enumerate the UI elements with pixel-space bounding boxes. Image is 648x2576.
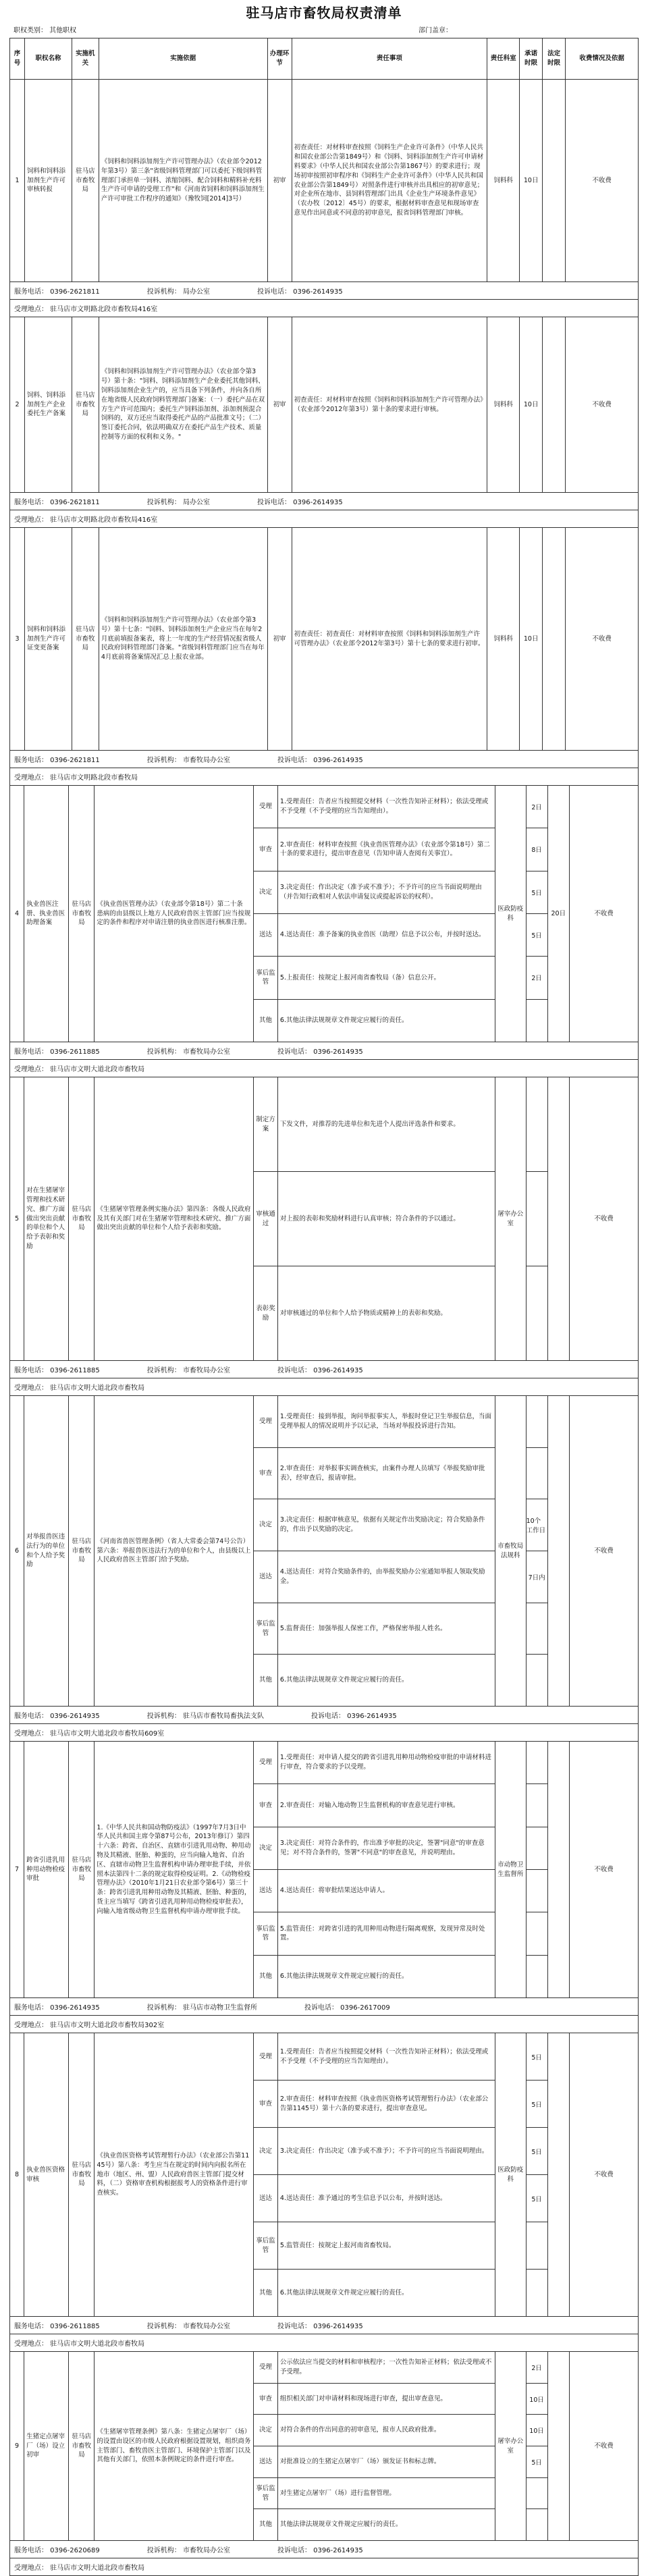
header-duty: 责任事项 [292,38,488,79]
item-basis: 《执业兽医管理办法》（农业部令第18号）第二十条 患病的由县级以上地方人民政府兽医主管部门应当按规定的条件和程序对申请注册的执业兽医进行核准注册。 [94,786,254,1042]
service-address [10,2334,639,2352]
sub-step-days: 10日 [526,2415,547,2446]
sub-step [254,1266,495,1360]
duty-table [9,38,639,2576]
item-basis: 《饲料和饲料添加剂生产许可管理办法》（农业部令第3号）第十条："饲料、饲料添加剂生产企业委托其他饲料、饲料添加剂企业生产的，应当具备下列条件，并向各自所在地省级人民政府饲料管理部门备案：（一）委托产品在双方生产许可范围内；委托生产饲料添加剂、添加剂预混合饲料的，双方还应当取得委托产品的产品批准文号；（二）签订委托合同，依法明确双方在委托产品生产技术、质量控制等方面的权利和义务。" [99,317,268,492]
service-phone: 服务电话： 0396-2620689 [14,2547,100,2554]
sub-step-mode: 表彰奖励 [254,1266,278,1360]
service-info [10,2317,639,2334]
header-mode: 办理环节 [268,38,292,79]
item-name: 对举报兽医违法行为的单位和个人给予奖励 [24,1396,69,1706]
sub-step-days: 5日 [526,914,547,957]
service-complaint-phone: 投诉电话： 0396-2614935 [277,2547,363,2554]
sub-step [254,1603,495,1655]
sub-step-days: 2日 [526,786,547,828]
sub-days-column [526,786,548,1042]
item-fee: 不收费 [566,528,639,750]
sub-step-duty: 5.监管责任：按规定上报河南省畜牧局。 [279,2241,396,2249]
sub-step-mode: 审核通过 [254,1172,278,1266]
power-type-label: 职权类别： 其他职权 [14,27,77,34]
service-complaint-phone: 投诉电话： 0396-2614935 [256,499,343,506]
sub-step-duty: 对生猪定点屠宰厂（场）进行监督管理。 [279,2489,396,2497]
document-meta [0,26,648,36]
item-name: 饲料和饲料添加剂生产许可证变更备案 [25,528,72,750]
item-fee: 不收费 [570,1077,639,1360]
service-complaint: 投诉机构： 局办公室 [146,499,210,506]
item-days: 10日 [520,80,543,281]
item-seq: 1 [10,80,25,281]
item-dept: 医政防疫科 [495,786,526,1042]
sub-step-duty: 2.审查责任：材料审查按照《执业兽医资格考试管理暂行办法》（农业部公告第1145号）第十六条的要求进行，提出审查意见。 [279,2095,489,2112]
sub-step [254,1448,495,1500]
item-limit [543,317,566,492]
item-name: 饲料、饲料添加剂生产企业委托生产备案 [25,317,72,492]
service-complaint-phone: 投诉电话： 0396-2614935 [277,1048,363,1056]
sub-step-duty: 1.受理责任：告者应当按照提交材料（一次性告知补正材料）；依法受理或不予受理（不予受理的应当告知理由）。 [279,2047,489,2065]
service-info [10,1998,639,2016]
sub-step-mode: 其他 [254,1956,278,1997]
item-seq: 6 [10,1396,24,1706]
sub-step [254,1551,495,1603]
item-limit [548,2033,570,2316]
service-phone: 服务电话： 0396-2611885 [14,1048,100,1056]
item-limit [543,80,566,281]
sub-step [254,1077,495,1172]
service-complaint-phone: 投诉电话： 0396-2614935 [310,1713,397,1720]
item-duty: 初查责任：初查责任：对材料审查按照《饲料和饲料添加剂生产许可管理办法》（农业部令2012年第3号）第十七条的要求进行初审。 [292,528,488,750]
sub-step-days: 7日内 [526,1551,547,1603]
sub-step [254,2081,495,2128]
address-text: 受理地点： 驻马店市文明路北段市畜牧局416室 [14,516,158,524]
sub-step-days [526,1396,547,1448]
item-limit [548,1396,570,1706]
item-seq: 2 [10,317,25,492]
sub-days-column [526,2352,548,2540]
service-address [10,1724,639,1742]
table-row [10,317,639,493]
sub-step [254,2415,495,2446]
service-complaint: 投诉机构： 市畜牧局办公室 [146,1048,230,1056]
sub-step-duty: 6.其他法律法规规章文件规定应履行的责任。 [279,2288,408,2297]
sub-step-mode: 事后监管 [254,1912,278,1954]
sub-days-column [526,1077,548,1360]
sub-step-duty: 3.决定责任：作出决定（准予或不准予）；不予许可的应当书面说明理由（并告知行政相对人依法申请复议或提起诉讼的权利）。 [279,884,482,901]
sub-step-days: 5日 [526,2175,547,2222]
sub-step-duty: 公示依法应当提交的材料和审核程序；一次性告知补正材料；依法受理或不予受理。 [279,2359,492,2376]
sub-step [254,1870,495,1912]
item-dept: 医政防疫科 [495,2033,526,2316]
service-address [10,768,639,786]
sub-step [254,2352,495,2384]
item-fee: 不收费 [566,80,639,281]
header-dept: 责任科室 [487,38,520,79]
item-mode: 初审 [268,528,292,750]
sub-step-days [526,1077,547,1172]
item-days: 10日 [520,317,543,492]
sub-step-days [526,1870,547,1912]
page-title: 驻马店市畜牧局权责清单 [246,5,402,21]
sub-days-column [526,1396,548,1706]
sub-step-days [526,1742,547,1784]
sub-step [254,2509,495,2540]
service-complaint: 投诉机构： 驻马店市动物卫生监督所 [146,2004,257,2012]
item-org: 驻马店市畜牧局 [72,317,99,492]
sub-step-duty: 2.审查责任：对举报事实调查核实，由案件办理人员填写《举报奖励审批表》，经审查后，报请审批。 [279,1464,485,1482]
header-name: 职权名称 [25,38,72,79]
sub-step [254,2384,495,2415]
service-phone: 服务电话： 0396-2614935 [14,2004,100,2012]
table-row [10,2033,639,2317]
item-dept: 饲料科 [487,80,520,281]
sub-step-duty: 2.审查责任：对输入地动物卫生监督机构的审查意见进行审核。 [279,1801,460,1809]
address-text: 受理地点： 驻马店市文明大道北段市畜牧局 [14,2565,145,2572]
sub-step-days [526,1000,547,1042]
sub-step [254,2270,495,2316]
sub-step-duty: 5.监督责任：加强举报人保密工作，严格保密举报人姓名。 [279,1624,447,1632]
table-row [10,1396,639,1707]
header-org: 实施机关 [72,38,99,79]
sub-step-mode: 事后监管 [254,2478,278,2509]
table-header [10,38,639,80]
sub-step-duty: 1.受理责任：告者应当按照提交材料（一次性告知补正材料）；依法受理或不予受理（不予受理的应当告知理由）。 [279,798,489,815]
sub-step-duty: 6.其他法律法规规章文件规定应履行的责任。 [279,1016,408,1024]
item-basis: 《饲料和饲料添加剂生产许可管理办法》（农业部令2012年第3号）第三条"省级饲料管理部门可以委托下级饲料管理部门承担单一饲料、浓缩饲料、配合饲料和精料补充料生产许可申请的受理工作"和《河南省饲料和饲料添加剂生产许可审批工作程序的通知》（豫牧饲[2014]3号） [99,80,268,281]
header-limit: 法定时限 [543,38,566,79]
sub-step-days [526,1448,547,1500]
header-basis: 实施依据 [99,38,268,79]
item-name: 跨省引进乳用种用动物检疫审批 [24,1742,69,1997]
item-limit: 20日 [548,786,570,1042]
address-text: 受理地点： 驻马店市文明大道北段市畜牧局609室 [14,1730,165,1738]
sub-step-days [526,1912,547,1955]
sub-step-duty: 4.送达责任：将审批结果送达申请人。 [279,1887,389,1895]
item-org: 驻马店市畜牧局 [72,80,99,281]
service-address [10,1378,639,1396]
service-phone: 服务电话： 0396-2621811 [14,499,100,506]
sub-step-duty: 6.其他法律法规规章文件规定应履行的责任。 [279,1676,408,1684]
sub-step-days [526,1784,547,1827]
sub-step [254,1172,495,1266]
sub-step-days [526,1827,547,1870]
sub-step-mode: 审查 [254,828,278,870]
sub-step [254,1655,495,1706]
sub-step-mode: 决定 [254,1827,278,1869]
sub-step-days: 5日 [526,871,547,914]
table-row [10,528,639,751]
sub-step [254,1742,495,1784]
service-complaint: 投诉机构： 局办公室 [146,288,210,296]
address-text: 受理地点： 驻马店市文明路北段市畜牧局 [14,774,138,782]
sub-step-mode: 其他 [254,1000,278,1042]
service-address [10,300,639,317]
sub-step-mode: 其他 [254,1655,278,1706]
item-basis: 1.《中华人民共和国动物防疫法》（1997年7月3日中华人民共和国主席令第87号公布，2013年修订）第四十六条：跨省、自治区、直辖市引进乳用动物、种用动物及其精液、胚胎、种蛋的，应当向输入地省、自治区、直辖市动物卫生监督机构申请办理审批手续，并依照本法第四十二条的规定取得检疫证明。2.《动物检疫管理办法》（2010年1月21日农业部令第6号）第三十条：跨省引进乳用种用动物及其精液、胚胎、种蛋的，货主应当填写《跨省引进乳用种用动物检疫审批表》，向输入地省级动物卫生监督机构申请办理审批手续。 [94,1742,254,1997]
sub-step-days: 10日 [526,2384,547,2415]
service-complaint: 投诉机构： 市畜牧局办公室 [146,2547,230,2554]
sub-step-mode: 受理 [254,786,278,828]
sub-step-mode: 送达 [254,2446,278,2477]
sub-step-days: 2日 [526,2352,547,2384]
sub-step-mode: 送达 [254,1551,278,1603]
item-org: 驻马店市畜牧局 [72,528,99,750]
item-dept: 屠宰办公室 [495,1077,526,1360]
sub-step [254,2222,495,2270]
item-seq: 8 [10,2033,24,2316]
sub-step-days: 5日 [526,2446,547,2478]
sub-step-days: 5日 [526,2081,547,2128]
header-fee: 收费情况及依据 [566,38,639,79]
sub-step-duty: 4.送达责任：对符合奖励条件的，由举报奖励办公室通知举报人领取奖励金。 [279,1568,485,1585]
table-row [10,786,639,1042]
sub-step-mode: 送达 [254,1870,278,1912]
sub-step-duty: 对符合条件的作出同意的初审意见，报市人民政府批准。 [279,2426,441,2434]
item-duty: 初查责任：对材料审查按照《饲料和饲料添加剂生产许可管理办法》（农业部令2012年第3号）第十条的要求进行审核。 [292,317,488,492]
service-phone: 服务电话： 0396-2621811 [14,757,100,764]
item-org: 驻马店市畜牧局 [69,1742,94,1997]
sub-days-column [526,1742,548,1997]
address-text: 受理地点： 驻马店市文明大道北段市畜牧局 [14,2340,145,2348]
sub-step-mode: 决定 [254,871,278,913]
sub-steps [254,1077,495,1360]
sub-step-mode: 事后监管 [254,1603,278,1655]
sub-step [254,1912,495,1955]
item-name: 执业兽医资格审核 [24,2033,69,2316]
address-text: 受理地点： 驻马店市文明大道北段市畜牧局302室 [14,2022,165,2029]
sub-step-mode: 受理 [254,1396,278,1447]
service-complaint: 投诉机构： 市畜牧局办公室 [146,757,230,764]
sub-step-days [526,1655,547,1706]
item-name: 生猪定点屠宰厂（场）设立初审 [24,2352,69,2540]
sub-step-duty: 对批准设立的生猪定点屠宰厂（场）颁发证书和标志牌。 [279,2457,441,2465]
sub-step-mode: 事后监管 [254,957,278,998]
sub-step-mode: 事后监管 [254,2222,278,2269]
sub-step [254,2033,495,2081]
sub-step [254,914,495,957]
service-info [10,1707,639,1724]
item-fee: 不收费 [566,317,639,492]
service-phone: 服务电话： 0396-2611885 [14,2323,100,2330]
service-complaint-phone: 投诉电话： 0396-2617009 [304,2004,390,2012]
sub-step-duty: 1.受理责任：接到举报，询问举报事实人，举报时登记卫生举报信息，当面受理举报人的情况说明并予以记录，当场对举报投诉进行告知。 [279,1413,491,1430]
sub-step [254,1499,495,1551]
department-seal-label: 部门盖章： [418,27,452,34]
service-complaint-phone: 投诉电话： 0396-2614935 [277,2323,363,2330]
service-phone: 服务电话： 0396-2614935 [14,1713,100,1720]
sub-step-mode: 审查 [254,2081,278,2127]
service-complaint: 投诉机构： 市畜牧局办公室 [146,1367,230,1374]
sub-step-days: 10个工作日 [526,1499,547,1551]
item-name: 执业兽医注册、执业兽医助理备案 [24,786,69,1042]
sub-step-days [526,2478,547,2510]
sub-step [254,2128,495,2175]
sub-step-duty: 5.上报责任：按规定上报河南省畜牧局（备）信息公开。 [279,973,440,982]
item-dept: 屠宰办公室 [495,2352,526,2540]
sub-step-mode: 受理 [254,1742,278,1783]
sub-step [254,786,495,828]
item-days: 10日 [520,528,543,750]
item-fee: 不收费 [570,1742,639,1997]
table-row [10,2352,639,2541]
service-info [10,751,639,768]
sub-step [254,1827,495,1870]
sub-step-duty: 1.受理责任：对申请人提交的跨省引进乳用种用动物检疫审批的申请材料进行审查，符合要求的予以受理。 [279,1754,491,1771]
service-complaint: 投诉机构： 驻马店市畜牧局畜执法支队 [146,1713,264,1720]
sub-step-mode: 决定 [254,1499,278,1551]
sub-step-days [526,2270,547,2316]
sub-step-days [526,1172,547,1266]
service-phone: 服务电话： 0396-2611885 [14,1367,100,1374]
item-seq: 4 [10,786,24,1042]
sub-step-days: 5日 [526,2033,547,2081]
sub-step-duty: 2.审查责任：材料审查按照《执业兽医管理办法》（农业部令第18号）第二十条的要求进行，提出审查意见（告知申请人查阅有关事宜）。 [279,840,490,858]
item-basis: 《河南省兽医管理条例》（省人大常委会第74号公告）第六条：举报兽医违法行为的单位和个人，由县级以上人民政府兽医主管部门给予奖励。 [94,1396,254,1706]
item-mode: 初审 [268,80,292,281]
sub-step [254,1000,495,1042]
sub-steps [254,2352,495,2540]
sub-step [254,2446,495,2478]
service-complaint-phone: 投诉电话： 0396-2614935 [256,288,343,296]
sub-step-mode: 审查 [254,1448,278,1499]
item-fee: 不收费 [570,2352,639,2540]
sub-step-duty: 5.监管责任：对跨省引进的乳用种用动物进行隔离观察，发现异常及时处置。 [279,1925,485,1942]
sub-step-days [526,2509,547,2540]
service-phone: 服务电话： 0396-2621811 [14,288,100,296]
table-row [10,80,639,282]
address-text: 受理地点： 驻马店市文明路北段市畜牧局416室 [14,306,158,313]
sub-step-days: 2日 [526,957,547,999]
item-basis: 《执业兽医资格考试管理暂行办法》（农业部公告第1145号）第八条：考生应当在规定的时间内向报名所在地市（地区、州、盟）人民政府兽医主管部门提交材料，（二）资格审查机构根据报考人的资格条件进行审查核实。 [94,2033,254,2316]
sub-step [254,828,495,871]
service-info [10,2541,639,2558]
sub-step-days [526,2222,547,2270]
item-org: 驻马店市畜牧局 [69,2352,94,2540]
sub-step-duty: 3.决定责任：根据审核意见，依据有关规定作出奖励决定；符合奖励条件的，作出予以奖励的决定。 [279,1516,485,1534]
sub-step-duty: 6.其他法律法规规章文件规定应履行的责任。 [279,1972,408,1980]
item-name: 饲料和饲料添加剂生产许可审核转报 [25,80,72,281]
service-address [10,1060,639,1077]
item-limit [548,1077,570,1360]
sub-step [254,1956,495,1997]
service-info [10,1361,639,1378]
service-info [10,493,639,510]
item-name: 对在生猪屠宰管理和技术研究、推广方面做出突出贡献的单位和个人给予表彰和奖励 [24,1077,69,1360]
sub-step-mode: 决定 [254,2128,278,2174]
service-info [10,1042,639,1060]
sub-step [254,1396,495,1448]
sub-steps [254,2033,495,2316]
sub-steps [254,786,495,1042]
sub-steps [254,1742,495,1997]
sub-step-duty: 4.送达责任：准予备案的执业兽医（助理）信息予以公布，并按时送达。 [279,931,485,939]
service-address [10,510,639,528]
sub-step-mode: 审查 [254,1784,278,1826]
item-org: 驻马店市畜牧局 [69,786,94,1042]
item-basis: 《生猪屠宰管理条例》第八条：生猪定点屠宰厂（场）的设置由设区的市级人民政府根据设置规划，组织商务主管部门、畜牧兽医主管部门、环境保护主管部门以及其他有关部门，依照本条例规定的条件进行审查。 [94,2352,254,2540]
sub-step-duty: 对审核通过的单位和个人给予物质或精神上的表彰和奖励。 [279,1309,447,1317]
item-dept: 市畜牧局法规科 [495,1396,526,1706]
sub-step-duty: 组织相关部门对申请材料和现场进行审查，提出审查意见。 [279,2394,447,2403]
service-info [10,282,639,300]
sub-step-duty: 对上报的表彰和奖励材料进行认真审核；符合条件的予以通过。 [279,1214,460,1223]
item-dept: 饲料科 [487,528,520,750]
item-fee: 不收费 [570,786,639,1042]
item-fee: 不收费 [570,1396,639,1706]
item-limit [543,528,566,750]
item-basis: 《生猪屠宰管理条例实施办法》第四条：各级人民政府及其有关部门对在生猪屠宰管理和技术研究、推广方面做出突出贡献的单位和个人给予表彰和奖励。 [94,1077,254,1360]
service-address [10,2016,639,2033]
item-dept: 市动物卫生监督所 [495,1742,526,1997]
item-limit [548,2352,570,2540]
sub-step-days: 8日 [526,828,547,871]
sub-step [254,2175,495,2222]
header-seq: 序号 [10,38,25,79]
item-mode: 初审 [268,317,292,492]
sub-steps [254,1396,495,1706]
service-complaint-phone: 投诉电话： 0396-2614935 [277,757,363,764]
sub-step-duty: 下发文件，对推荐的先进单位和先进个人提出评选条件和要求。 [279,1120,460,1128]
sub-step-duty: 其他法律法规规章文件规定应履行的责任。 [279,2521,402,2529]
sub-step [254,957,495,999]
item-seq: 9 [10,2352,24,2540]
item-basis: 《饲料和饲料添加剂生产许可管理办法》（农业部令第3号）第十七条："饲料、饲料添加剂生产企业应当在每年2月底前填报备案表，将上一年度的生产经营情况报省级人民政府饲料管理部门备案。"省级饲料管理部门应当在每年4月底前将备案情况汇总上报农业部。 [99,528,268,750]
table-row [10,1742,639,1998]
sub-step [254,1784,495,1827]
item-org: 驻马店市畜牧局 [69,2033,94,2316]
sub-step-duty: 3.决定责任：作出决定（准予或不准予）；不予许可的应当书面说明理由。 [279,2147,489,2155]
header-days: 承诺时限 [520,38,543,79]
sub-step-days [526,1956,547,1997]
sub-step-duty: 3.决定责任：对符合条件的，作出准予审批的决定，签署"同意"的审查意见；对不符合条件的，签署"不同意"的审查意见，并说明理由。 [279,1840,485,1856]
sub-step-mode: 决定 [254,2415,278,2446]
item-duty: 初查责任：对材料审查按照《饲料生产企业许可条件》（中华人民共和国农业部公告第1849号）和《饲料、饲料添加剂生产许可申请材料要求》（中华人民共和国农业部公告第1867号）的要求进行；现场初审按照初审程序和《饲料生产企业许可条件》（中华人民共和国农业部公告第1849号）对照条件进行审核并出具相应的初审意见；对企业所在地市、县饲料管理部门出具《企业生产环境条件意见》（农办牧〔2012〕45号）的要求，根据材料审查意见和现场审查意见作出同意或不同意的初审意见，报省饲料管理部门审核。 [292,80,488,281]
item-dept: 饲料科 [487,317,520,492]
sub-step-mode: 送达 [254,914,278,956]
table-row [10,1077,639,1361]
item-org: 驻马店市畜牧局 [69,1077,94,1360]
service-address [10,2558,639,2576]
item-seq: 7 [10,1742,24,1997]
sub-step-duty: 4.送达责任：准予通过的考生信息予以公布，并按时送达。 [279,2194,447,2202]
sub-step-mode: 受理 [254,2033,278,2080]
address-text: 受理地点： 驻马店市文明大道北段市畜牧局 [14,1066,145,1073]
item-limit [548,1742,570,1997]
service-complaint-phone: 投诉电话： 0396-2614935 [277,1367,363,1374]
sub-step [254,871,495,914]
sub-step-days: 5日 [526,2128,547,2175]
service-complaint: 投诉机构： 市畜牧局办公室 [146,2323,230,2330]
sub-step-mode: 受理 [254,2352,278,2383]
item-org: 驻马店市畜牧局 [69,1396,94,1706]
sub-step [254,2478,495,2510]
item-seq: 3 [10,528,25,750]
sub-step-mode: 其他 [254,2509,278,2540]
sub-step-mode: 其他 [254,2270,278,2316]
item-seq: 5 [10,1077,24,1360]
address-text: 受理地点： 驻马店市文明大道北段市畜牧局 [14,1385,145,1392]
sub-step-mode: 送达 [254,2175,278,2222]
sub-days-column [526,2033,548,2316]
sub-step-days [526,1603,547,1655]
sub-step-mode: 审查 [254,2384,278,2415]
sub-step-days [526,1266,547,1360]
item-fee: 不收费 [570,2033,639,2316]
sub-step-mode: 制定方案 [254,1077,278,1171]
